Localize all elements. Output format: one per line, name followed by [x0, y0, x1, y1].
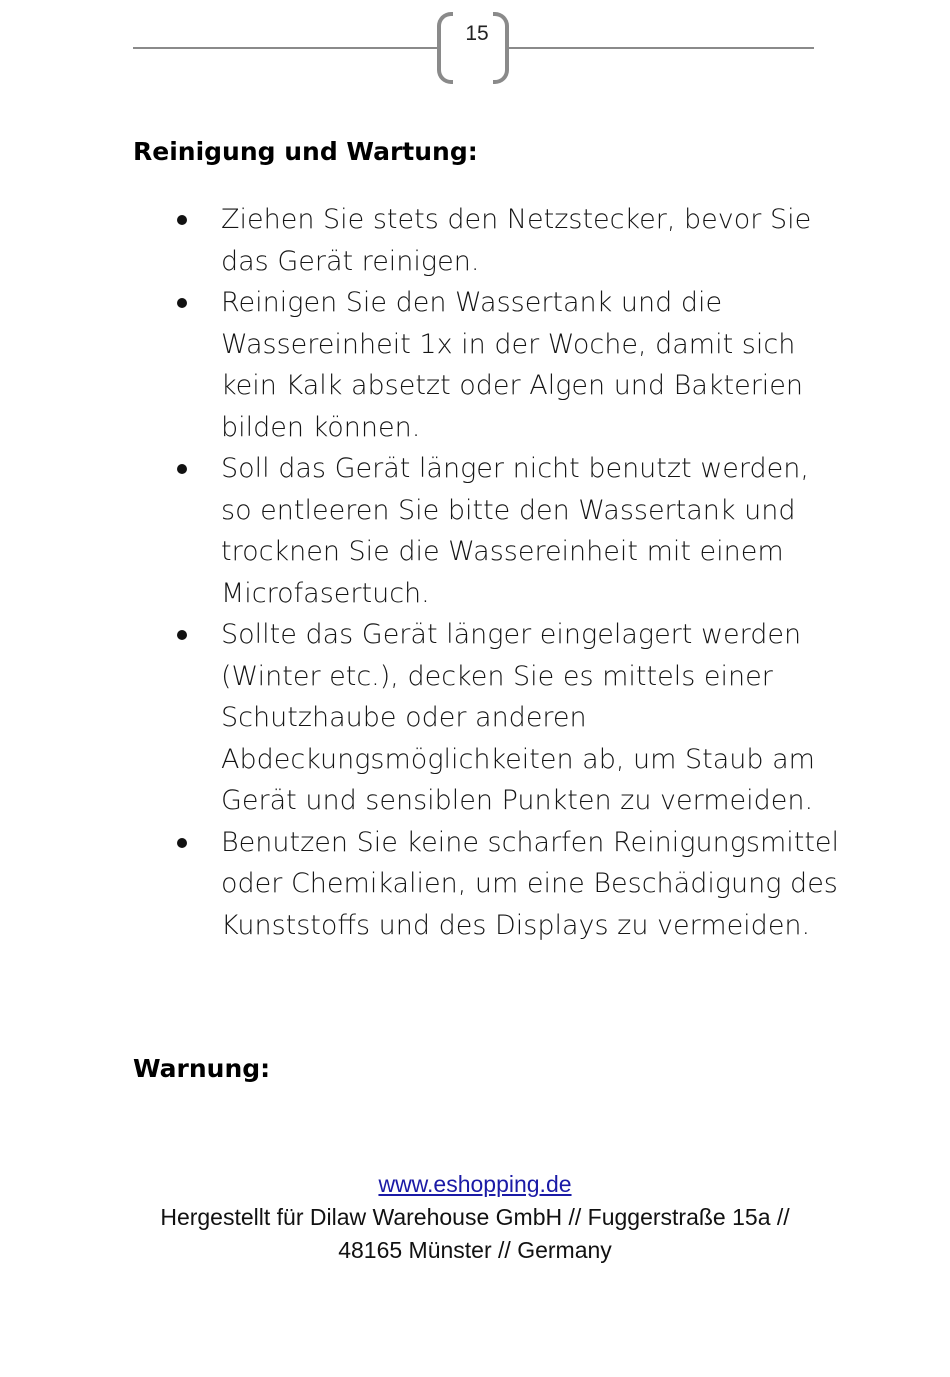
bullet-icon: [177, 838, 187, 848]
header-rule-right: [509, 47, 814, 49]
page-footer: [0, 1168, 950, 1267]
list-item-text: Sollte das Gerät länger eingelagert werden (Winter etc.), decken Sie es mittels einer Schutzhaube oder anderen Abdeckungsmöglichkeiten ab, um Staub am Gerät und sensiblen Punkten zu vermeiden.: [221, 619, 815, 816]
cleaning-instructions-list: [0, 199, 950, 946]
list-item-text: Benutzen Sie keine scharfen Reinigungsmittel oder Chemikalien, um eine Beschädigung des Kunststoffs und des Displays zu vermeiden.: [221, 826, 840, 941]
manufacturer-address: Hergestellt für Dilaw Warehouse GmbH // Fuggerstraße 15a // 48165 Münster // Germany: [160, 1204, 790, 1263]
list-item-text: Reinigen Sie den Wassertank und die Wassereinheit 1x in der Woche, damit sich kein Kalk absetzt oder Algen und Bakterien bilden können.: [221, 287, 804, 443]
list-item: [0, 448, 950, 614]
bullet-icon: [177, 630, 187, 640]
list-item: [0, 199, 950, 282]
website-link[interactable]: www.eshopping.de: [378, 1171, 572, 1197]
list-item: [0, 822, 950, 947]
list-item: [0, 282, 950, 448]
bullet-icon: [177, 464, 187, 474]
bullet-icon: [177, 215, 187, 225]
page-number: 15: [465, 22, 489, 45]
page-header: [0, 0, 950, 100]
warning-heading: Warnung:: [133, 1054, 271, 1083]
list-item-text: Soll das Gerät länger nicht benutzt werden, so entleeren Sie bitte den Wassertank und trocknen Sie die Wassereinheit mit einem Microfasertuch.: [221, 453, 809, 609]
list-item-text: Ziehen Sie stets den Netzstecker, bevor Sie das Gerät reinigen.: [221, 204, 812, 277]
list-item: [0, 614, 950, 822]
right-bracket-icon: [493, 12, 509, 84]
header-rule-left: [133, 47, 437, 49]
bullet-icon: [177, 298, 187, 308]
cleaning-heading: Reinigung und Wartung:: [133, 137, 478, 166]
